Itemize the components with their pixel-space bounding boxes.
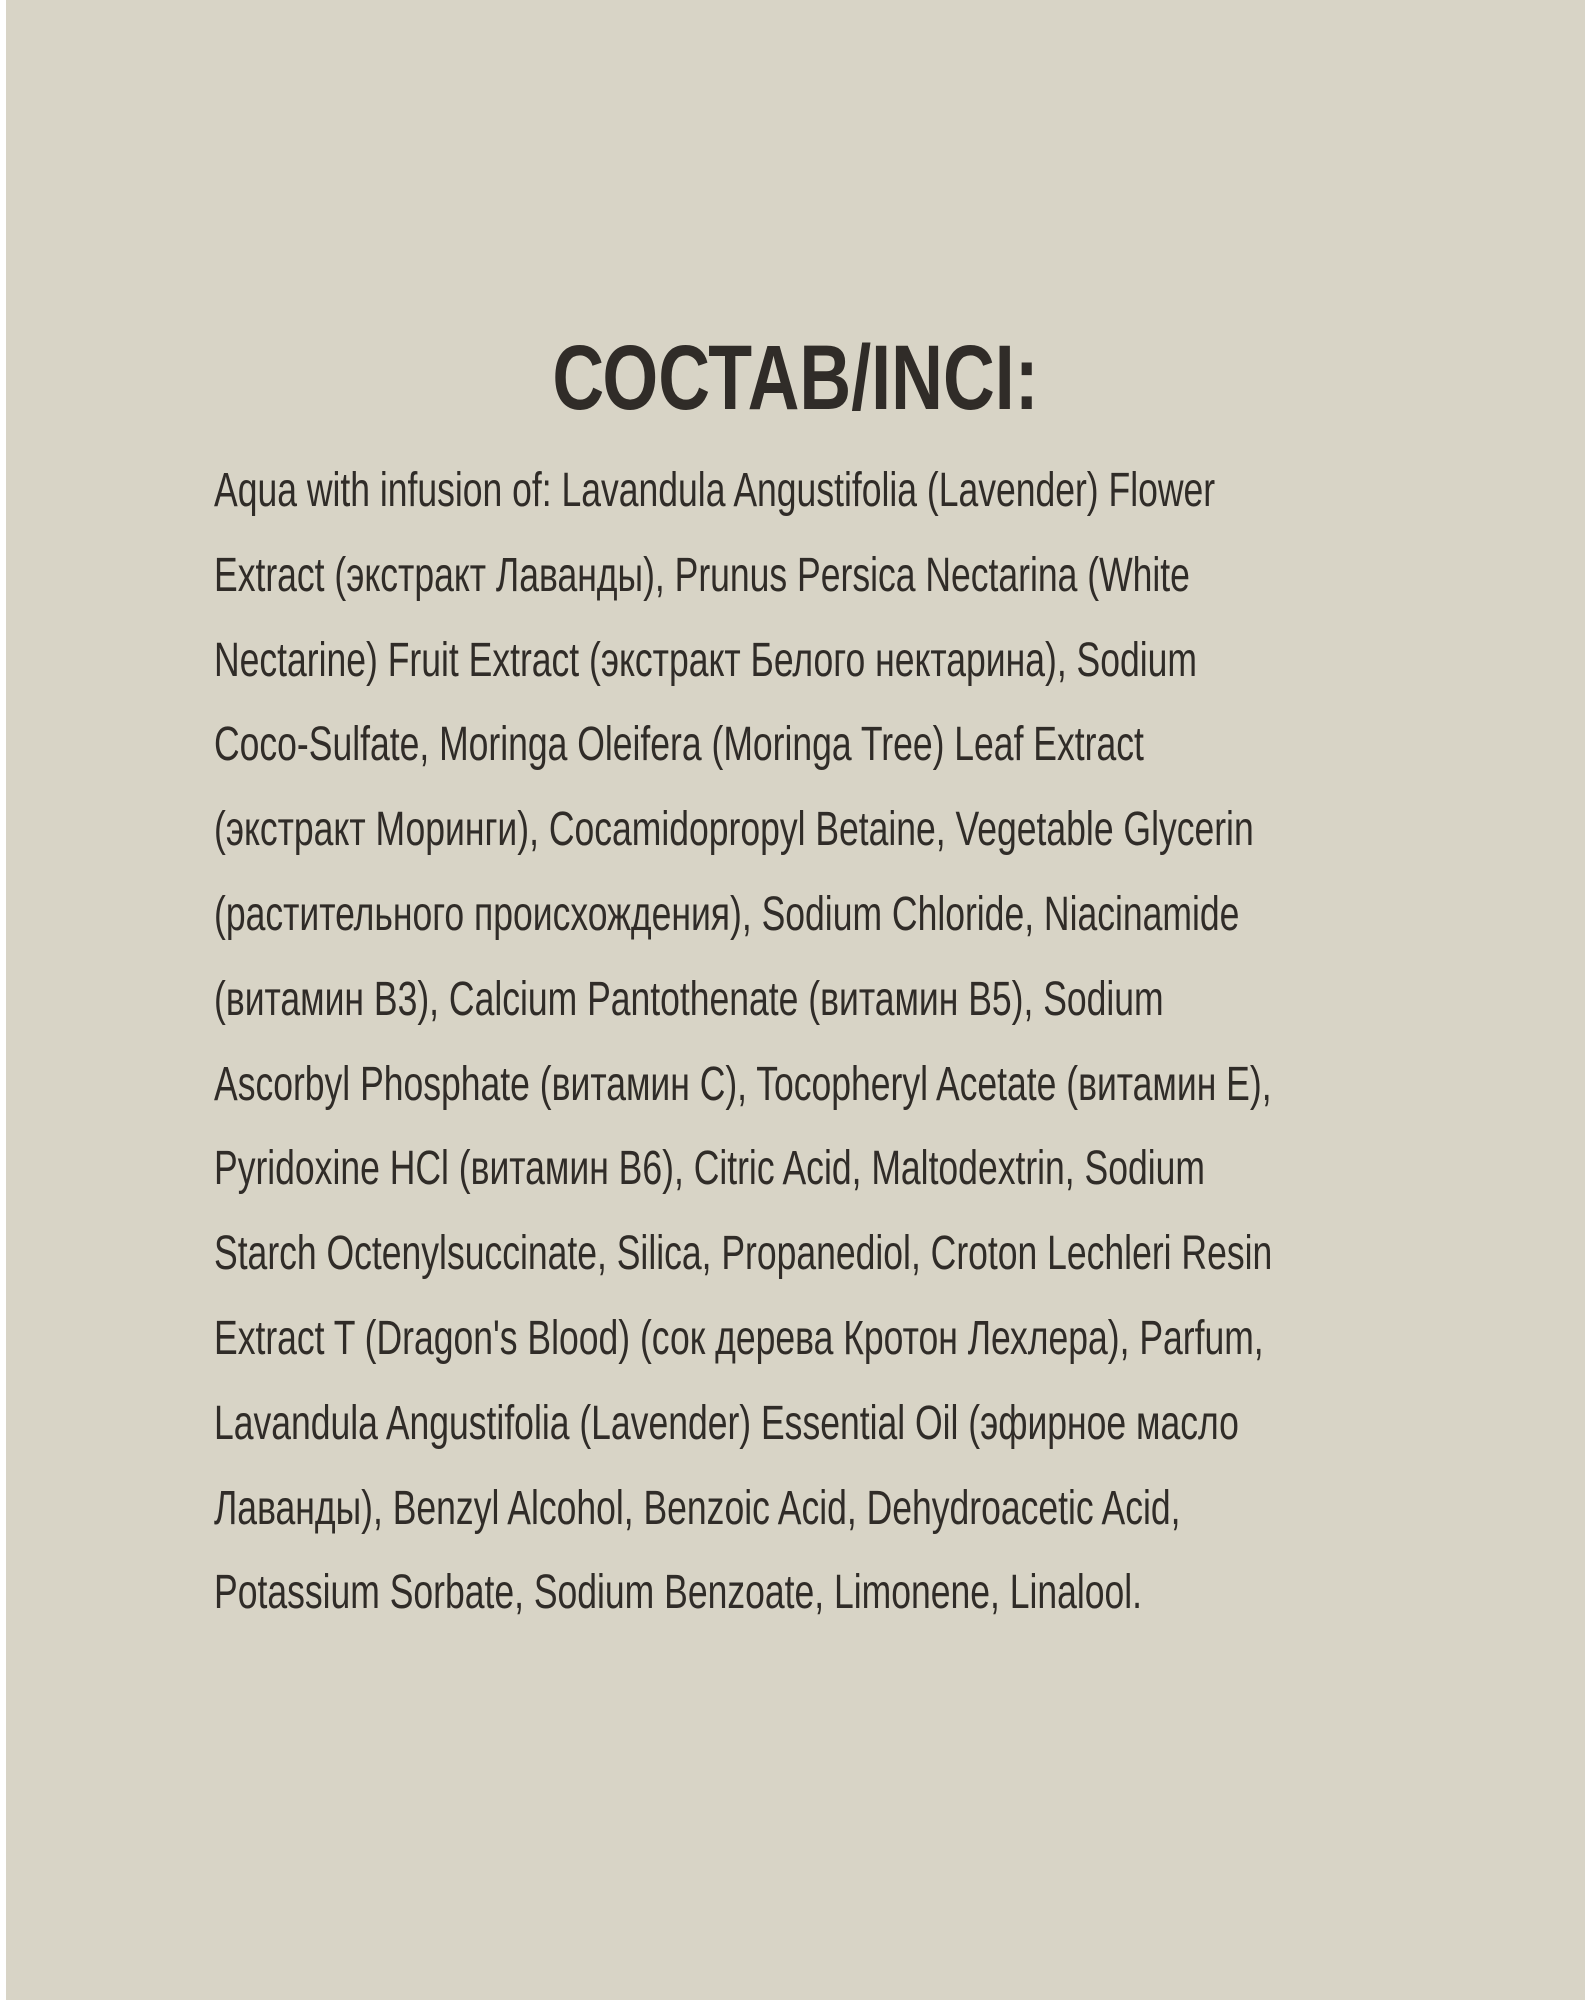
ingredients-line: Aqua with infusion of: Lavandula Angustifolia (Lavender) Flower [214, 464, 1216, 517]
ingredients-line: (растительного происхождения), Sodium Chloride, Niacinamide [214, 887, 1240, 941]
ingredients-line: Coco-Sulfate, Moringa Oleifera (Moringa Tree) Leaf Extract [214, 718, 1144, 772]
ingredients-line: (витамин B3), Calcium Pantothenate (витамин B5), Sodium [214, 972, 1164, 1026]
label-panel [6, 0, 1585, 2000]
ingredients-line: Potassium Sorbate, Sodium Benzoate, Limonene, Linalool. [214, 1566, 1143, 1620]
ingredients-line: Pyridoxine HCl (витамин B6), Citric Acid, Maltodextrin, Sodium [214, 1142, 1205, 1196]
ingredients-line: Extract (экстракт Лаванды), Prunus Persica Nectarina (White [214, 548, 1190, 602]
ingredients-list [214, 449, 1398, 1636]
ingredients-line: Extract T (Dragon's Blood) (сок дерева Кротон Лехлера), Parfum, [214, 1311, 1264, 1365]
page-title: СОСТАВ/INCI: [552, 327, 1039, 429]
ingredients-line: Lavandula Angustifolia (Lavender) Essential Oil (эфирное масло [214, 1396, 1239, 1450]
ingredients-line: Nectarine) Fruit Extract (экстракт Белого нектарина), Sodium [214, 633, 1197, 687]
ingredients-line: Лаванды), Benzyl Alcohol, Benzoic Acid, Dehydroacetic Acid, [214, 1481, 1181, 1535]
ingredients-line: Ascorbyl Phosphate (витамин C), Tocopheryl Acetate (витамин E), [214, 1057, 1272, 1111]
ingredients-line: (экстракт Моринги), Cocamidopropyl Betaine, Vegetable Glycerin [214, 803, 1254, 857]
ingredients-line: Starch Octenylsuccinate, Silica, Propanediol, Croton Lechleri Resin [214, 1227, 1273, 1281]
